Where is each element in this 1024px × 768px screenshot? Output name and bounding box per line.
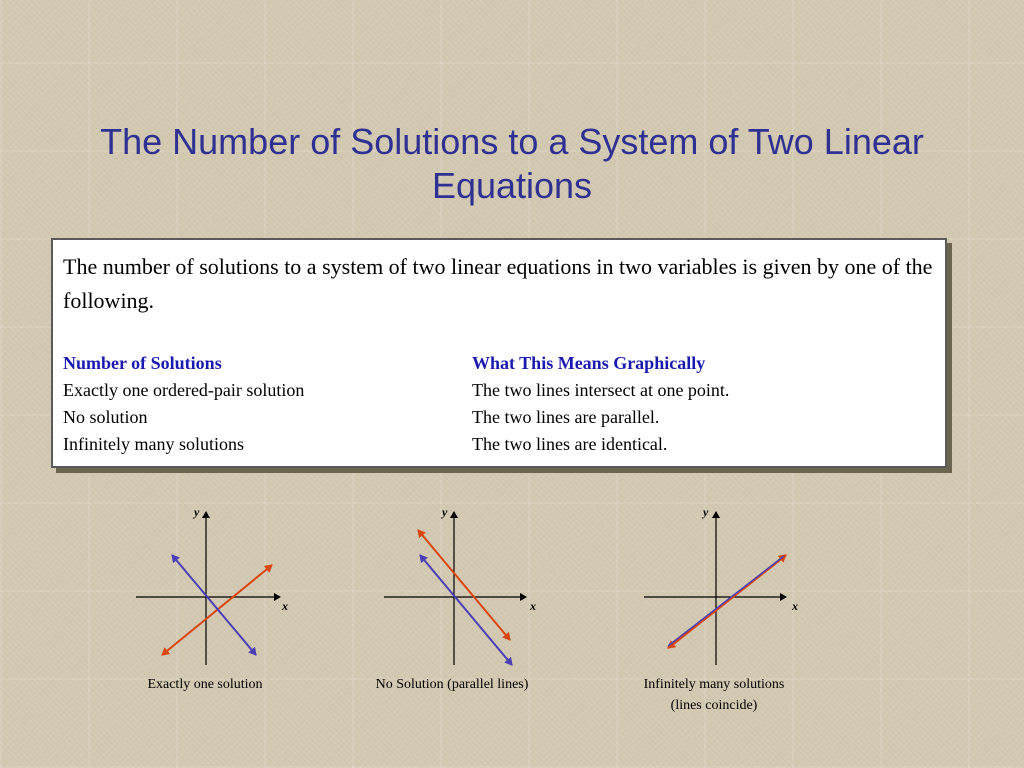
solutions-row: Exactly one ordered-pair solution (63, 380, 305, 400)
intro-text: The number of solutions to a system of two linear equations in two variables is given by one of the following. (63, 254, 933, 313)
meaning-column (472, 350, 729, 458)
graph-one-solution (130, 500, 290, 670)
graph-caption (352, 674, 552, 695)
graph-no-solution (378, 500, 538, 670)
x-axis-label: x (530, 599, 536, 613)
caption-line: Exactly one solution (147, 677, 263, 692)
meaning-header: What This Means Graphically (472, 353, 706, 373)
solutions-row: Infinitely many solutions (63, 434, 244, 454)
y-axis-label: y (442, 505, 448, 519)
meaning-row: The two lines are identical. (472, 434, 668, 454)
info-box (51, 238, 947, 468)
meaning-row: The two lines intersect at one point. (472, 380, 730, 400)
slide-title: The Number of Solutions to a System of Two Linear Equations (100, 121, 924, 206)
y-axis-label: y (703, 505, 709, 519)
blue-line (420, 555, 512, 665)
solutions-row: No solution (63, 407, 148, 427)
blue-line (668, 556, 784, 646)
solutions-column (63, 350, 304, 458)
x-axis-label: x (282, 599, 288, 613)
y-axis-label: y (194, 505, 200, 519)
solutions-header: Number of Solutions (63, 353, 222, 373)
caption-line: Infinitely many solutions (643, 677, 785, 692)
graph-caption (614, 674, 814, 716)
caption-line: No Solution (parallel lines) (375, 677, 529, 692)
graph-caption (120, 674, 290, 695)
meaning-row: The two lines are parallel. (472, 407, 660, 427)
blue-line (172, 555, 256, 655)
caption-line: (lines coincide) (670, 698, 758, 713)
x-axis-label: x (792, 599, 798, 613)
red-line (418, 530, 510, 640)
graph-infinite-solutions (638, 500, 798, 670)
